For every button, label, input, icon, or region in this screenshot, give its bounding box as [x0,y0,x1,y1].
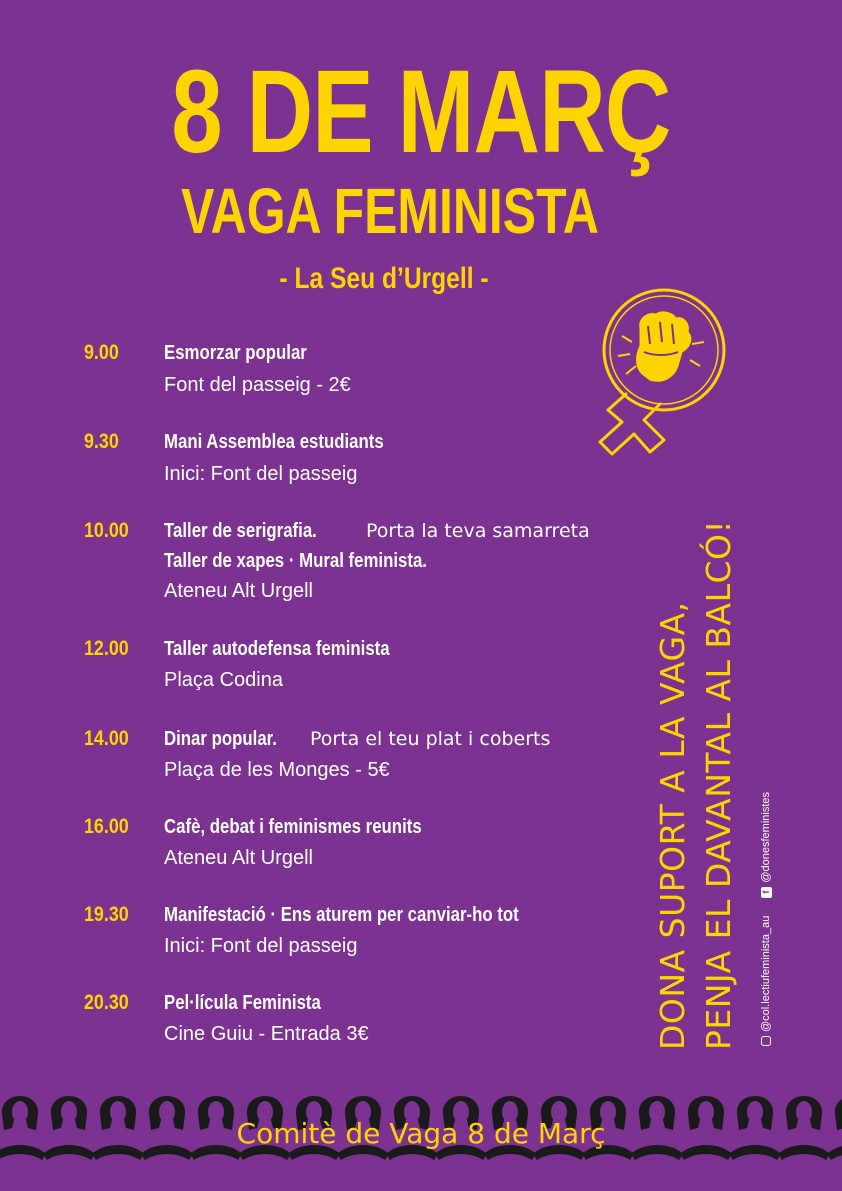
social-handles [755,746,777,1046]
event-location: Inici: Font del passeig [164,935,358,957]
event-time: 14.00 [84,727,129,750]
event-location: Plaça Codina [164,669,283,691]
event-time: 16.00 [84,815,129,838]
event-title: Taller de serigrafia. [164,520,317,542]
event-location: Cine Guiu - Entrada 3€ [164,1023,369,1045]
facebook-icon: f [761,887,772,898]
instagram-handle: @col.lectiufeminista_au [760,915,772,1032]
event-time: 12.00 [84,637,129,660]
poster-place: - La Seu d’Urgell - [279,262,489,295]
facebook-handle: @donesfeministes [760,792,772,883]
event-location: Ateneu Alt Urgell [164,580,313,602]
event-time: 9.30 [84,430,119,453]
event-note: Porta el teu plat i coberts [310,728,551,750]
footer-text: Comitè de Vaga 8 de Març [236,1117,606,1150]
event-location: Ateneu Alt Urgell [164,847,313,869]
event-location: Plaça de les Monges - 5€ [164,759,390,781]
event-location: Font del passeig - 2€ [164,374,351,396]
side-slogan-line2: PENJA EL DAVANTAL AL BALCÓ! [699,519,738,1050]
poster-title: 8 DE MARÇ [171,46,671,178]
event-time: 10.00 [84,519,129,542]
poster-subtitle: VAGA FEMINISTA [181,175,599,247]
event-location: Inici: Font del passeig [164,463,358,485]
side-slogan-line1: DONA SUPORT A LA VAGA, [653,601,692,1050]
event-time: 9.00 [84,341,119,364]
event-title: Mani Assemblea estudiants [164,431,384,453]
event-title: Dinar popular. [164,728,277,750]
event-title: Esmorzar popular [164,342,307,364]
event-note: Porta la teva samarreta [366,520,590,542]
event-title-secondary: Taller de xapes · Mural feminista. [164,550,427,572]
event-title: Cafè, debat i feminismes reunits [164,816,422,838]
event-time: 20.30 [84,991,129,1014]
event-title: Taller autodefensa feminista [164,638,390,660]
event-time: 19.30 [84,903,129,926]
event-title: Manifestació · Ens aturem per canviar-ho tot [164,904,519,926]
instagram-icon [761,1036,771,1046]
event-title: Pel·lícula Feminista [164,992,321,1014]
side-slogan [650,410,750,1050]
